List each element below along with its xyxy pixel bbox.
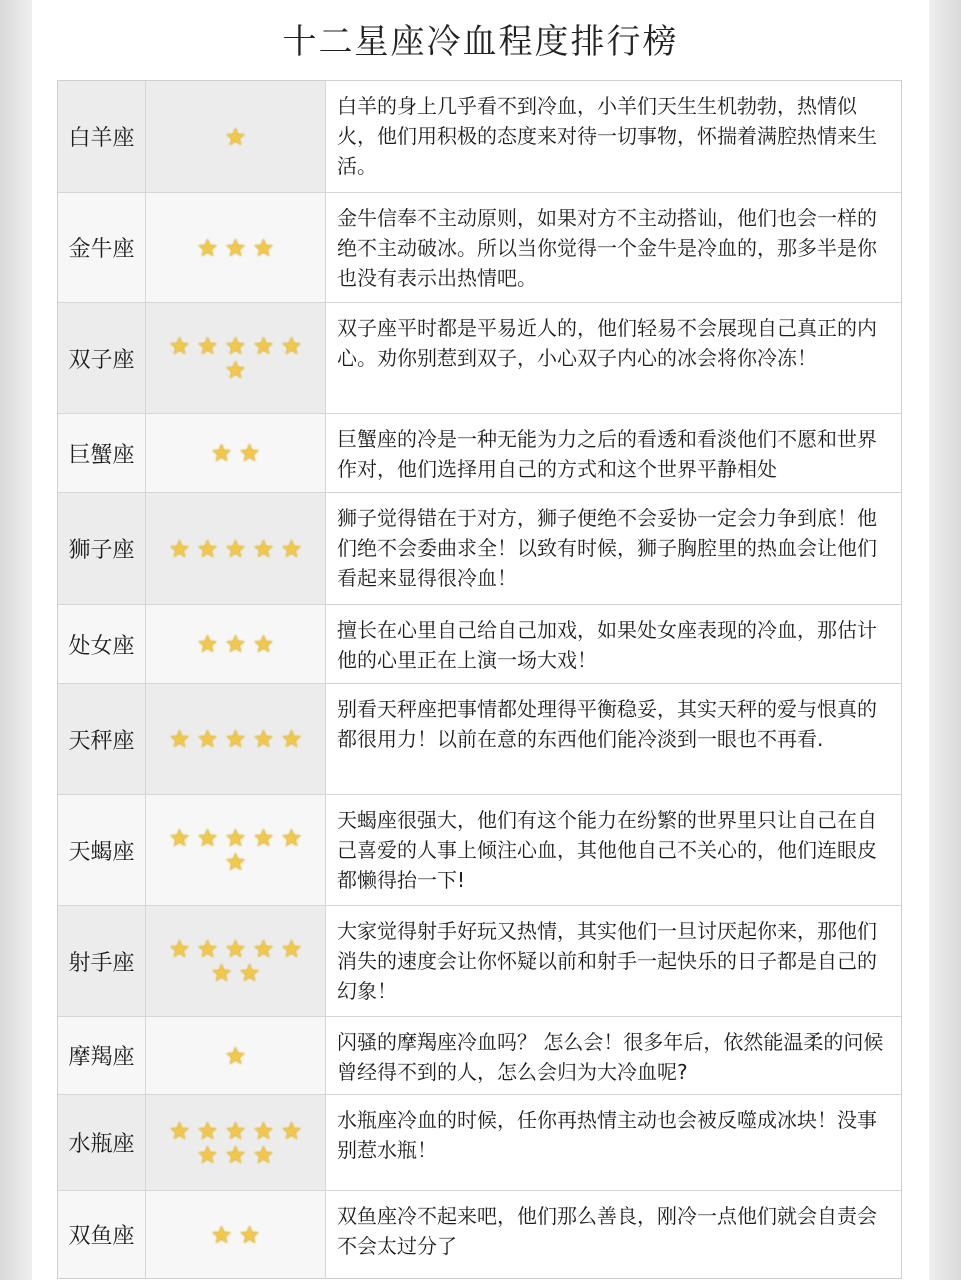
star-icon: ★ (280, 725, 303, 753)
star-icon: ★ (238, 959, 261, 987)
zodiac-description: 闪骚的摩羯座冷血吗？ 怎么会！很多年后，依然能温柔的问候曾经得不到的人，怎么会归为大冷血呢? (326, 1017, 901, 1094)
star-icon: ★ (168, 332, 191, 360)
zodiac-name: 水瓶座 (58, 1095, 146, 1190)
star-icon: ★ (168, 725, 191, 753)
table-row (58, 81, 901, 192)
star-icon: ★ (196, 824, 219, 852)
star-icon: ★ (210, 959, 233, 987)
coldness-rating (146, 684, 326, 794)
coldness-rating (146, 795, 326, 905)
star-icon: ★ (252, 725, 275, 753)
coldness-rating (146, 303, 326, 413)
star-icon: ★ (196, 1140, 219, 1169)
star-icon: ★ (280, 534, 303, 563)
star-icon: ★ (280, 935, 303, 963)
zodiac-name: 白羊座 (58, 81, 146, 192)
star-icon: ★ (224, 630, 247, 658)
star-icon: ★ (224, 1116, 247, 1145)
star-icon: ★ (210, 1220, 233, 1249)
star-icon: ★ (196, 1116, 219, 1145)
table-row (58, 302, 901, 413)
zodiac-name: 狮子座 (58, 493, 146, 604)
coldness-rating (146, 906, 326, 1016)
star-icon: ★ (168, 935, 191, 963)
coldness-rating (146, 1095, 326, 1190)
star-icon: ★ (252, 1116, 275, 1145)
star-icon: ★ (224, 824, 247, 852)
star-icon: ★ (168, 824, 191, 852)
star-icon: ★ (196, 534, 219, 563)
ranking-table (57, 80, 902, 1279)
table-row (58, 604, 901, 683)
zodiac-description: 大家觉得射手好玩又热情，其实他们一旦讨厌起你来，那他们消失的速度会让你怀疑以前和射手一起快乐的日子都是自己的幻象！ (326, 906, 901, 1016)
table-row (58, 905, 901, 1016)
star-icon: ★ (196, 332, 219, 360)
star-icon: ★ (252, 630, 275, 658)
table-row (58, 794, 901, 905)
zodiac-name: 巨蟹座 (58, 414, 146, 492)
zodiac-name: 天蝎座 (58, 795, 146, 905)
coldness-rating (146, 605, 326, 683)
star-icon: ★ (168, 1116, 191, 1145)
zodiac-description: 金牛信奉不主动原则，如果对方不主动搭讪，他们也会一样的绝不主动破冰。所以当你觉得一个金牛是冷血的，那多半是你也没有表示出热情吧。 (326, 193, 901, 302)
zodiac-description: 双鱼座冷不起来吧，他们那么善良，刚冷一点他们就会自责会不会太过分了 (326, 1191, 901, 1278)
table-row (58, 413, 901, 492)
coldness-rating (146, 1017, 326, 1094)
table-row (58, 1190, 901, 1278)
coldness-rating (146, 193, 326, 302)
star-icon: ★ (196, 233, 219, 262)
star-icon: ★ (238, 1220, 261, 1249)
zodiac-description: 狮子觉得错在于对方，狮子便绝不会妥协一定会力争到底！他们绝不会委曲求全！以致有时候，狮子胸腔里的热血会让他们看起来显得很冷血！ (326, 493, 901, 604)
star-icon: ★ (224, 725, 247, 753)
star-icon: ★ (252, 1140, 275, 1169)
zodiac-name: 金牛座 (58, 193, 146, 302)
star-icon: ★ (238, 439, 261, 467)
coldness-rating (146, 81, 326, 192)
star-icon: ★ (168, 534, 191, 563)
right-margin-shade (929, 0, 961, 1280)
zodiac-description: 双子座平时都是平易近人的，他们轻易不会展现自己真正的内心。劝你别惹到双子，小心双子内心的冰会将你冷冻！ (326, 303, 901, 413)
table-row (58, 1094, 901, 1190)
star-icon: ★ (224, 356, 247, 384)
star-icon: ★ (196, 630, 219, 658)
star-icon: ★ (196, 725, 219, 753)
star-icon: ★ (224, 848, 247, 876)
page-title: 十二星座冷血程度排行榜 (282, 22, 679, 62)
star-icon: ★ (224, 1140, 247, 1169)
star-icon: ★ (224, 122, 247, 151)
table-row (58, 1016, 901, 1094)
star-icon: ★ (224, 1041, 247, 1070)
table-row (58, 192, 901, 302)
star-icon: ★ (224, 332, 247, 360)
zodiac-name: 天秤座 (58, 684, 146, 794)
zodiac-name: 射手座 (58, 906, 146, 1016)
star-icon: ★ (252, 233, 275, 262)
coldness-rating (146, 1191, 326, 1278)
star-icon: ★ (210, 439, 233, 467)
star-icon: ★ (196, 935, 219, 963)
star-icon: ★ (280, 824, 303, 852)
star-icon: ★ (280, 332, 303, 360)
zodiac-name: 双鱼座 (58, 1191, 146, 1278)
zodiac-description: 擅长在心里自己给自己加戏，如果处女座表现的冷血，那估计他的心里正在上演一场大戏！ (326, 605, 901, 683)
zodiac-description: 巨蟹座的冷是一种无能为力之后的看透和看淡他们不愿和世界作对，他们选择用自己的方式和这个世界平静相处 (326, 414, 901, 492)
zodiac-description: 水瓶座冷血的时候，任你再热情主动也会被反噬成冰块！没事别惹水瓶！ (326, 1095, 901, 1190)
zodiac-description: 别看天秤座把事情都处理得平衡稳妥，其实天秤的爱与恨真的都很用力！以前在意的东西他们能冷淡到一眼也不再看. (326, 684, 901, 794)
coldness-rating (146, 493, 326, 604)
table-row (58, 683, 901, 794)
star-icon: ★ (280, 1116, 303, 1145)
coldness-rating (146, 414, 326, 492)
left-margin-shade (0, 0, 32, 1280)
star-icon: ★ (252, 824, 275, 852)
star-icon: ★ (224, 233, 247, 262)
star-icon: ★ (224, 935, 247, 963)
star-icon: ★ (224, 534, 247, 563)
zodiac-description: 天蝎座很强大，他们有这个能力在纷繁的世界里只让自己在自己喜爱的人事上倾注心血，其他他自己不关心的，他们连眼皮都懒得抬一下! (326, 795, 901, 905)
zodiac-description: 白羊的身上几乎看不到冷血，小羊们天生生机勃勃，热情似火，他们用积极的态度来对待一切事物，怀揣着满腔热情来生活。 (326, 81, 901, 192)
table-row (58, 492, 901, 604)
zodiac-name: 双子座 (58, 303, 146, 413)
star-icon: ★ (252, 935, 275, 963)
star-icon: ★ (252, 332, 275, 360)
zodiac-name: 处女座 (58, 605, 146, 683)
star-icon: ★ (252, 534, 275, 563)
zodiac-name: 摩羯座 (58, 1017, 146, 1094)
